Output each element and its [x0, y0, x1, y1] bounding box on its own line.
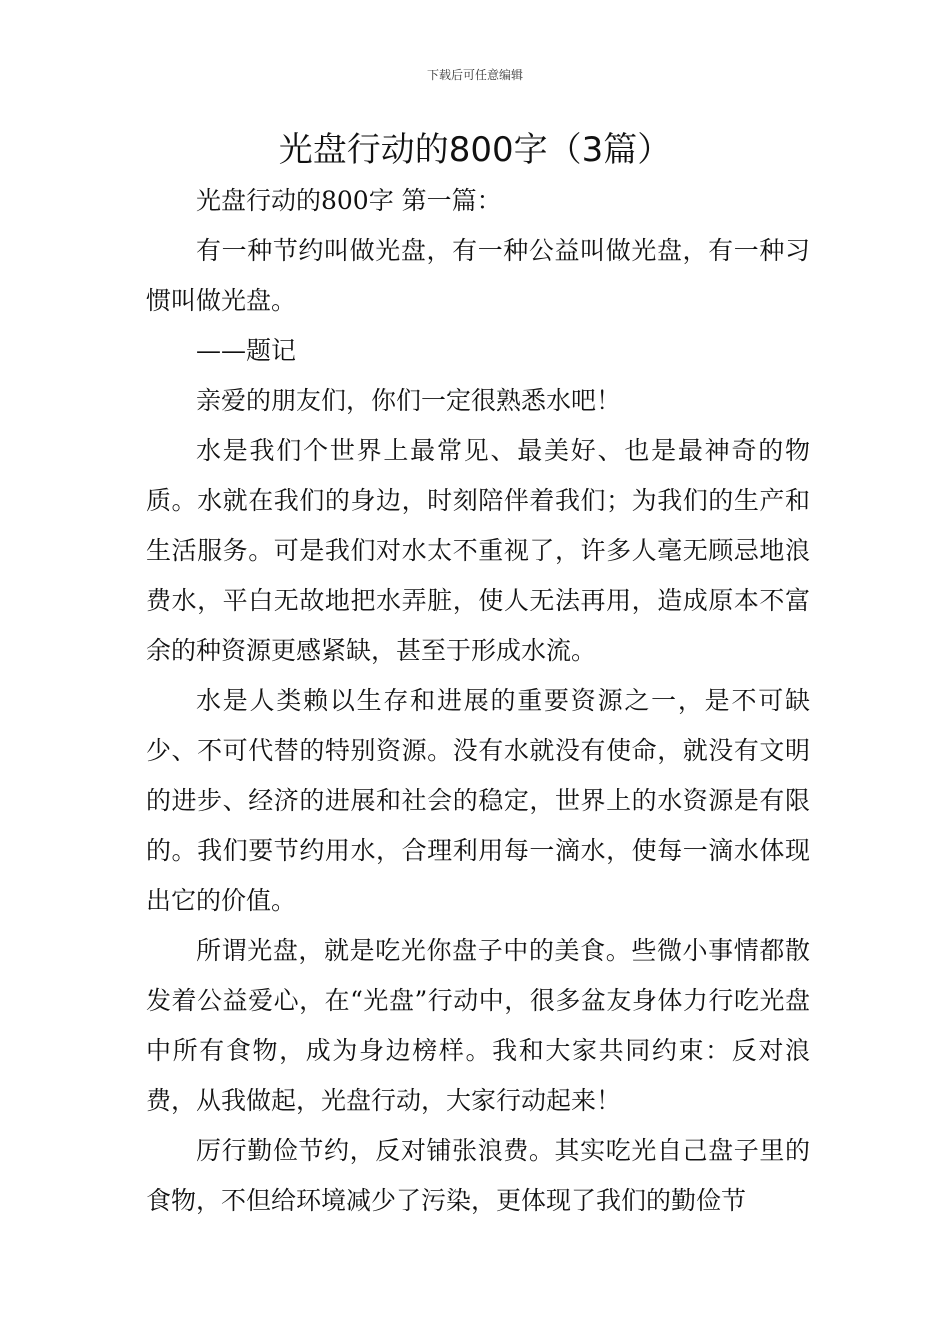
- page-header-note: 下载后可任意编辑: [426, 68, 523, 82]
- paragraph: 有一种节约叫做光盘，有一种公益叫做光盘，有一种习惯叫做光盘。: [146, 236, 810, 315]
- document-title: 光盘行动的800字（3篇）: [278, 130, 672, 170]
- paragraph: 水是人类赖以生存和进展的重要资源之一，是不可缺少、不可代替的特别资源。没有水就没有使命，就没有文明的进步、经济的进展和社会的稳定，世界上的水资源是有限的。我们要节约用水，合理利用每一滴水，使每一滴水体现出它的价值。: [146, 686, 810, 915]
- paragraph: 亲爱的朋友们，你们一定很熟悉水吧！: [196, 386, 622, 415]
- paragraph: 水是我们个世界上最常见、最美好、也是最神奇的物质。水就在我们的身边，时刻陪伴着我们；为我们的生产和生活服务。可是我们对水太不重视了，许多人毫无顾忌地浪费水，平白无故地把水弄脏，使人无法再用，造成原本不富余的种资源更感紧缺，甚至于形成水流。: [146, 436, 810, 665]
- document-body: [146, 176, 810, 1226]
- section-subheading: 光盘行动的800字 第一篇：: [196, 186, 502, 215]
- paragraph: 厉行勤俭节约，反对铺张浪费。其实吃光自己盘子里的食物，不但给环境减少了污染，更体现了我们的勤俭节: [146, 1136, 810, 1215]
- paragraph: 所谓光盘，就是吃光你盘子中的美食。些微小事情都散发着公益爱心，在“光盘”行动中，很多盆友身体力行吃光盘中所有食物，成为身边榜样。我和大家共同约束：反对浪费，从我做起，光盘行动，大家行动起来！: [146, 936, 810, 1115]
- epigraph-attribution: ——题记: [196, 336, 297, 365]
